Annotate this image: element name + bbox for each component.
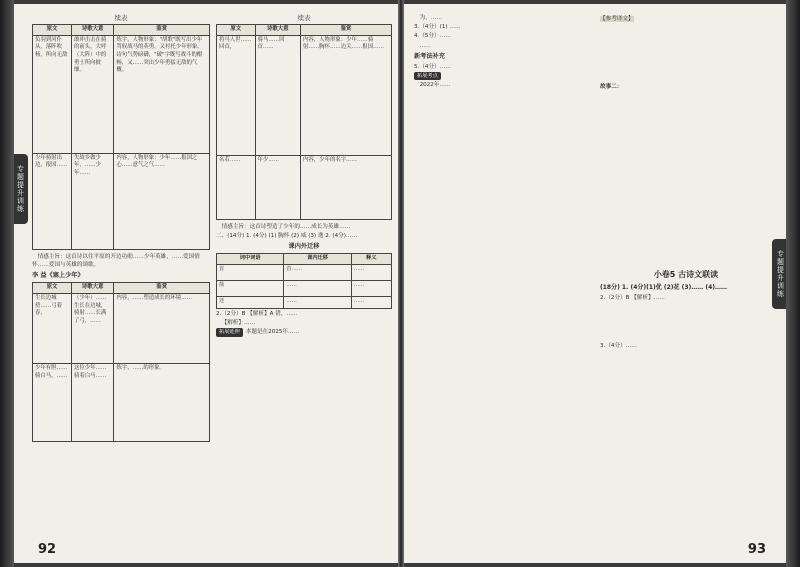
poem-table-2 <box>32 282 210 442</box>
table-header: 诗歌大意 <box>71 283 113 294</box>
table-row: 将马人世……回首， 骑马……回首…… 内容，人物形象：少年……骑射……胸怀……边关……报国…… <box>217 35 392 155</box>
table-header: 诗歌大意 <box>255 25 301 36</box>
table-row: 首 首…… …… <box>217 265 392 281</box>
table-header: 鉴赏 <box>114 25 210 36</box>
left-page <box>14 4 398 563</box>
book-edge-right <box>786 0 800 567</box>
result-intro: 2022年…… <box>419 82 451 89</box>
table-header: 原文 <box>217 25 256 36</box>
table-row: 箭 …… …… <box>217 281 392 297</box>
poem-table-3 <box>216 24 392 220</box>
theme-note: 情感主旨：这首诗塑造了少年的……成长为英雄…… <box>221 223 351 230</box>
book-edge-left <box>0 0 14 567</box>
question-2-right: 2.（2分）B 【解析】…… <box>600 294 665 301</box>
table-header: 课内迁移 <box>284 254 351 265</box>
left-column <box>32 14 210 442</box>
side-tab-left: 专题提升训练 <box>14 154 28 224</box>
answer-line: 二、(14分) 1. (4分) (1) 胸怀 (2) 威 (3) 逸 2. (4分)…… <box>216 233 358 239</box>
table-row: 名若…… 年少…… 内容，少年的名字…… <box>217 155 392 219</box>
vocab-title: 课内外迁移 <box>288 243 320 251</box>
section-title: 李 益《塞上少年》 <box>32 272 84 280</box>
table-header: 原文 <box>33 25 72 36</box>
exam-badge: 拓展延伸 <box>216 328 243 336</box>
continued-label: 续表 <box>114 14 128 22</box>
text-line: 为，…… <box>419 15 442 21</box>
table-header: 诗歌大意 <box>71 25 113 36</box>
table-row: 少年有胆……骑白马，…… 这位少年……骑着白马…… 炼字，……的形象。 <box>33 364 210 442</box>
table-row: 少年骑射出边，报国…… 失故乡做少年，……少年…… 内容，人物形象：少年……报国之心……意气之气…… <box>33 153 210 249</box>
right-page <box>404 4 786 563</box>
question-3-right: 3.（4分）…… <box>600 343 637 350</box>
story-label: 故事二： <box>600 84 623 91</box>
question-2: 2.（2分）B 【解析】A 错，…… <box>216 311 298 317</box>
continued-label: 续表 <box>297 14 311 22</box>
question-5: 5.（4分）…… <box>414 64 451 71</box>
side-tab-right: 专题提升训练 <box>772 239 786 309</box>
question-3: 3.（4分）(1) …… <box>414 24 461 31</box>
question-4: 4.（5分）…… <box>414 33 451 40</box>
table-row: 生长边城傍……弓着春， （少年）……生长在边城，骑射……长满了弓，…… 内容，……塑造成长的环境…… <box>33 294 210 364</box>
table-row: 还 …… …… <box>217 297 392 309</box>
section-big-title: 小卷5 古诗文联读 <box>653 270 719 280</box>
appreciation-note: 情感主旨：这首诗以往平原的开边功勋……少年英雄，……爱国情怀……爱国与英雄的颂歌。 <box>32 253 200 268</box>
new-test-label: 新考法补充 <box>414 52 445 60</box>
middle-column <box>216 14 392 338</box>
reference-label: 【参考译文】 <box>600 16 634 22</box>
vocab-table <box>216 253 392 309</box>
table-header: 词中词语 <box>217 254 284 265</box>
poem-table-1 <box>32 24 210 250</box>
table-header: 释义 <box>351 254 391 265</box>
right-inner-column <box>414 14 592 91</box>
table-header: 鉴赏 <box>301 25 392 36</box>
exam-tail: 本题是在2025年…… <box>245 329 300 336</box>
page-number-left: 92 <box>38 542 57 557</box>
topic-badge: 拓展考点 <box>414 72 441 80</box>
page-number-right: 93 <box>747 542 766 557</box>
table-header: 鉴赏 <box>114 283 210 294</box>
score-line: (18分) 1. (4分)(1)优 (2)花 (3)…… (4)…… <box>600 283 728 291</box>
table-row: 负羽到河仆从，落阵吹杨，所向无敌 敢冲击击在骑的前头，大呼（大阵）中的勇士所向披靡。 炼字，人物形象："胡歌"既写出少年驾驭战马的英勇，又衬托少年形象。诗句气势磅礴，"破"字既写战斗的酣畅，又……突出少年勇猛无敌的气概。 <box>33 35 210 153</box>
right-outer-column <box>600 14 772 351</box>
analysis-2: 【解析】…… <box>221 320 256 327</box>
text-line: …… <box>419 42 431 49</box>
table-header: 原文 <box>33 283 72 294</box>
